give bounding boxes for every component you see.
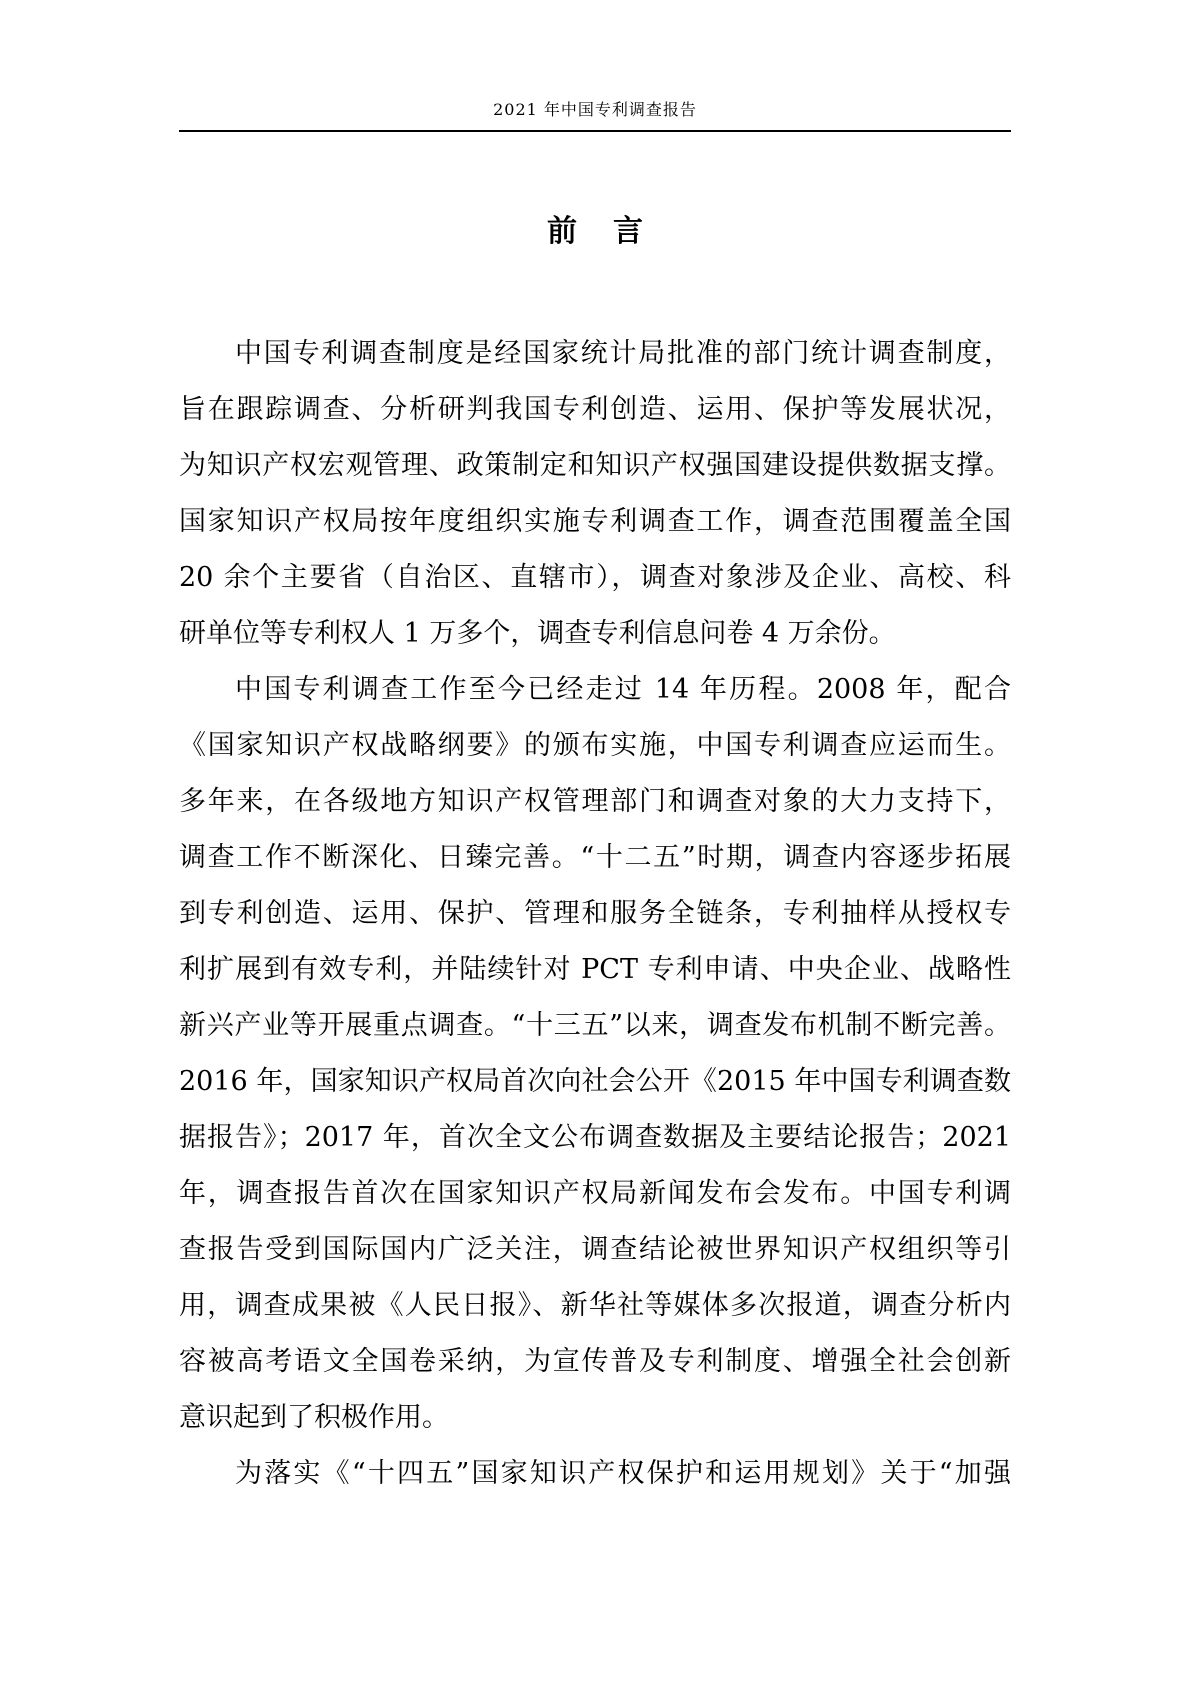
paragraph-1 xyxy=(179,326,1011,662)
paragraph-line: 调查工作不断深化、日臻完善。“十二五”时期，调查内容逐步拓展 xyxy=(179,842,1011,873)
paragraph-line: 《国家知识产权战略纲要》的颁布实施，中国专利调查应运而生。 xyxy=(179,730,1011,761)
paragraph-line: 为落实《“十四五”国家知识产权保护和运用规划》关于“加强 xyxy=(235,1458,1011,1489)
paragraph-line: 据报告》；2017 年，首次全文公布调查数据及主要结论报告；2021 xyxy=(179,1122,1011,1153)
page-title xyxy=(179,210,1011,254)
header-rule xyxy=(179,130,1011,132)
paragraph-line: 20 余个主要省（自治区、直辖市），调查对象涉及企业、高校、科 xyxy=(179,562,1011,593)
paragraph-line: 2016 年，国家知识产权局首次向社会公开《2015 年中国专利调查数 xyxy=(179,1066,1011,1097)
paragraph-line: 用，调查成果被《人民日报》、新华社等媒体多次报道，调查分析内 xyxy=(179,1290,1011,1321)
page-title-char-2: 言 xyxy=(613,214,643,249)
body-text xyxy=(179,326,1011,1502)
paragraph-2 xyxy=(179,662,1011,1446)
paragraph-line: 利扩展到有效专利，并陆续针对 PCT 专利申请、中央企业、战略性 xyxy=(179,954,1011,985)
paragraph-line: 到专利创造、运用、保护、管理和服务全链条，专利抽样从授权专 xyxy=(179,898,1011,929)
running-header: 2021 年中国专利调查报告 xyxy=(493,100,697,119)
paragraph-line: 年，调查报告首次在国家知识产权局新闻发布会发布。中国专利调 xyxy=(179,1178,1011,1209)
paragraph-line: 旨在跟踪调查、分析研判我国专利创造、运用、保护等发展状况， xyxy=(179,394,1011,425)
paragraph-line: 国家知识产权局按年度组织实施专利调查工作，调查范围覆盖全国 xyxy=(179,506,1011,537)
paragraph-3 xyxy=(179,1446,1011,1502)
paragraph-line: 中国专利调查制度是经国家统计局批准的部门统计调查制度， xyxy=(235,338,1011,369)
paragraph-line: 意识起到了积极作用。 xyxy=(179,1402,449,1433)
page-title-char-1: 前 xyxy=(547,214,577,249)
paragraph-line: 新兴产业等开展重点调查。“十三五”以来，调查发布机制不断完善。 xyxy=(179,1010,1011,1041)
paragraph-line: 查报告受到国际国内广泛关注，调查结论被世界知识产权组织等引 xyxy=(179,1234,1011,1265)
paragraph-line: 中国专利调查工作至今已经走过 14 年历程。2008 年，配合 xyxy=(235,674,1011,705)
paragraph-line: 为知识产权宏观管理、政策制定和知识产权强国建设提供数据支撑。 xyxy=(179,450,1011,481)
paragraph-line: 多年来，在各级地方知识产权管理部门和调查对象的大力支持下， xyxy=(179,786,1011,817)
paragraph-line: 容被高考语文全国卷采纳，为宣传普及专利制度、增强全社会创新 xyxy=(179,1346,1011,1377)
paragraph-line: 研单位等专利权人 1 万多个，调查专利信息问卷 4 万余份。 xyxy=(179,618,896,649)
